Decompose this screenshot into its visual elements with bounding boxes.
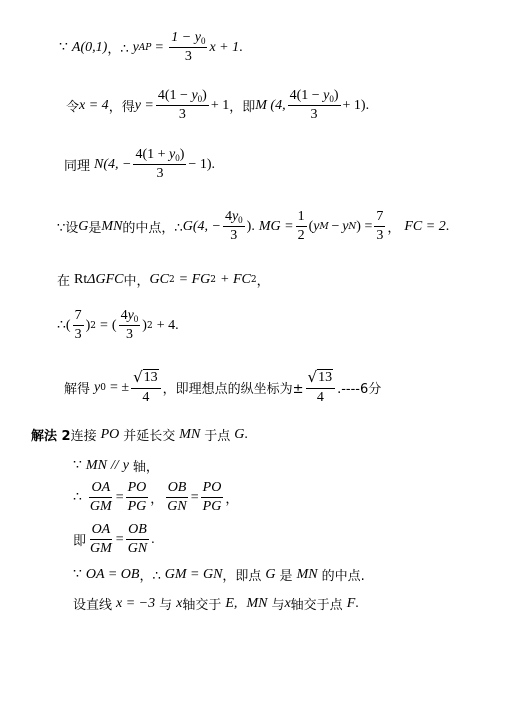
period: . xyxy=(211,156,215,172)
line-8 xyxy=(31,425,248,444)
text-shi: 是 xyxy=(88,221,102,237)
because-symbol: ∵ xyxy=(73,458,82,473)
line-12 xyxy=(73,565,365,584)
point-e: E, xyxy=(225,595,238,611)
point-g-open: G(4, − xyxy=(182,218,221,234)
fraction: $\frac{7}{3}$ xyxy=(376,209,384,244)
text-ji: 即 xyxy=(73,534,87,550)
text-yu: 与 xyxy=(271,598,285,613)
fraction: √ 13 4 xyxy=(131,369,161,407)
point-m-open: M (4, xyxy=(255,97,286,113)
fraction: $\frac{1}{2}$ xyxy=(297,209,305,244)
line-11: 即 $\frac{OA}{GM}$ = $\frac{OB}{GN}$ . xyxy=(73,522,155,557)
fraction: √ 13 4 xyxy=(306,369,336,407)
text-ji: ，即点 xyxy=(222,569,262,584)
line-4: ∵设 G 是 MN 的中点，∴ G(4, − $\frac{4y_0}{3}$ ). MG = $\frac{1}{2}$ ( y M − y N ) = $\frac{7}{3}$ ， FC = 2 . xyxy=(57,209,450,244)
therefore-symbol: ∴ xyxy=(57,318,66,334)
text-result: ，即理想点的纵坐标为± xyxy=(162,382,304,398)
text-yanchang: 并延长交 xyxy=(123,429,176,444)
mg-eq: MG = xyxy=(258,218,294,234)
fraction: $\frac{OA}{GM}$ xyxy=(90,522,112,557)
line-2 xyxy=(66,88,369,123)
expression-tail: x + 1 xyxy=(209,39,240,55)
text-ji: ，即 xyxy=(229,100,256,116)
fraction: $\frac{OB}{GN}$ xyxy=(167,480,187,515)
segment-mn: MN xyxy=(179,426,201,442)
text-jiede: 解得 xyxy=(64,382,91,398)
text-yu: 与 xyxy=(159,598,173,613)
x-axis-var: x xyxy=(284,595,291,611)
fraction: $\frac{4(1 - y_0)}{3}$ xyxy=(289,88,339,123)
y-var: y xyxy=(132,39,139,55)
segment-mn: MN xyxy=(101,218,123,234)
point-f: F xyxy=(346,595,356,611)
fraction: $\frac{PO}{PG}$ xyxy=(127,480,147,515)
fc-eq: FC = 2 xyxy=(404,218,446,234)
text-midpoint: 的中点，∴ xyxy=(122,221,183,237)
line-7: 解得 y 0 = ± √ 13 4 ，即理想点的纵坐标为± √ 13 4 .----6分 xyxy=(64,368,382,406)
because-symbol: ∵ xyxy=(59,40,68,56)
gm-eq-gn: GM = GN xyxy=(164,566,223,582)
y-axis-var: y xyxy=(122,457,129,473)
text-midpoint: 的中点. xyxy=(321,569,365,584)
plus-fc: + FC xyxy=(220,271,251,287)
text-zhou: 轴， xyxy=(132,460,159,475)
period: . xyxy=(175,317,179,333)
line-5: 在 Rt ΔGFC 中， GC 2 = FG 2 + FC 2 ， xyxy=(57,271,270,289)
fraction: $\frac{4y_0}{3}$ xyxy=(224,209,243,244)
triangle-gfc: ΔGFC xyxy=(87,271,124,287)
fraction: $\frac{OB}{GN}$ xyxy=(127,522,148,557)
period: . xyxy=(355,595,359,611)
x-axis-var: x xyxy=(176,595,183,611)
line-3 xyxy=(64,147,215,182)
point-a: A(0,1) xyxy=(71,39,108,55)
sub-n: N xyxy=(348,221,357,232)
line-13 xyxy=(73,594,359,613)
plus-one: + 1 xyxy=(210,97,230,113)
point-g-close: ). xyxy=(246,218,255,234)
text-because-she: ∵设 xyxy=(57,221,79,237)
y-sub-ap: AP xyxy=(138,42,152,53)
text-yudian: 于点 xyxy=(204,429,231,444)
parallel-symbol: // xyxy=(110,457,119,473)
point-n-open: N(4, − xyxy=(94,156,132,172)
point-m-close: + 1) xyxy=(342,97,366,113)
text-she: 设直线 xyxy=(73,598,113,613)
y-var: y xyxy=(94,379,101,395)
therefore-symbol: ∴ xyxy=(73,490,82,506)
fraction: $\frac{7}{3}$ xyxy=(74,308,82,343)
text-zhong: 中， xyxy=(123,274,150,289)
plus-four: + 4 xyxy=(156,317,176,333)
point-g: G xyxy=(78,218,89,234)
text-lianjie: 连接 xyxy=(70,429,97,444)
therefore-symbol: ，∴ xyxy=(107,42,129,58)
text-zhou-jiao: 轴交于 xyxy=(182,598,222,613)
text-tongli: 同理 xyxy=(64,159,91,175)
sub-m: M xyxy=(319,221,329,232)
fraction: $\frac{4y_0}{3}$ xyxy=(120,308,139,343)
period: . xyxy=(151,531,155,547)
because-symbol: ∵ xyxy=(73,567,82,582)
point-g: G xyxy=(265,566,276,582)
line-10: ∴ $\frac{OA}{GM}$ = $\frac{PO}{PG}$ ， $\frac{OB}{GN}$ = $\frac{PO}{PG}$ ， xyxy=(73,480,239,515)
line-9 xyxy=(73,456,159,475)
segment-mn: MN xyxy=(246,595,268,611)
line-1 xyxy=(59,30,243,65)
fraction: $\frac{PO}{PG}$ xyxy=(202,480,222,515)
fraction: $\frac{4(1 - y_0)}{3}$ xyxy=(157,88,207,123)
score-note: .----6分 xyxy=(337,382,382,398)
line-6: ∴ ( $\frac{7}{3}$ ) 2 = ( $\frac{4y_0}{3}$ ) 2 + 4 . xyxy=(57,308,179,343)
fraction: $\frac{1 - y_0}{3}$ xyxy=(171,30,206,65)
period: . xyxy=(244,426,248,442)
point-g: G xyxy=(234,426,245,442)
therefore-symbol: ，∴ xyxy=(139,569,161,584)
text-ling: 令 xyxy=(66,100,80,116)
fraction: $\frac{4(1 + y_0)}{3}$ xyxy=(135,147,185,182)
eq-pm: = ± xyxy=(109,379,130,395)
y-eq: y = xyxy=(134,97,154,113)
period: . xyxy=(365,97,370,113)
x-eq-4: x = 4 xyxy=(79,97,109,113)
method-2-label: 解法 2 xyxy=(31,429,71,444)
fraction: $\frac{OA}{GM}$ xyxy=(89,480,112,515)
comma: ， xyxy=(387,221,401,237)
x-eq-neg3: x = −3 xyxy=(116,595,156,611)
text-zhou-jiao: 轴交于点 xyxy=(290,598,343,613)
segment-mn: MN xyxy=(296,566,318,582)
text-shi: 是 xyxy=(279,569,293,584)
oa-eq-ob: OA = OB xyxy=(85,566,140,582)
comma: ， xyxy=(256,274,270,289)
period: . xyxy=(239,39,243,55)
paren-close: ) = xyxy=(356,218,373,234)
gc: GC xyxy=(149,271,169,287)
text-zai: 在 xyxy=(57,274,71,289)
rt-label: Rt xyxy=(74,271,88,287)
eq-fg: = FG xyxy=(178,271,211,287)
text-de: ，得 xyxy=(108,100,135,116)
point-n-close: − 1) xyxy=(188,156,212,172)
segment-mn: MN xyxy=(85,457,107,473)
segment-po: PO xyxy=(100,426,120,442)
period: . xyxy=(445,218,450,234)
equals: = xyxy=(155,39,164,55)
sqrt-13: √ 13 xyxy=(133,368,158,387)
sqrt-13: √ 13 xyxy=(307,368,333,387)
